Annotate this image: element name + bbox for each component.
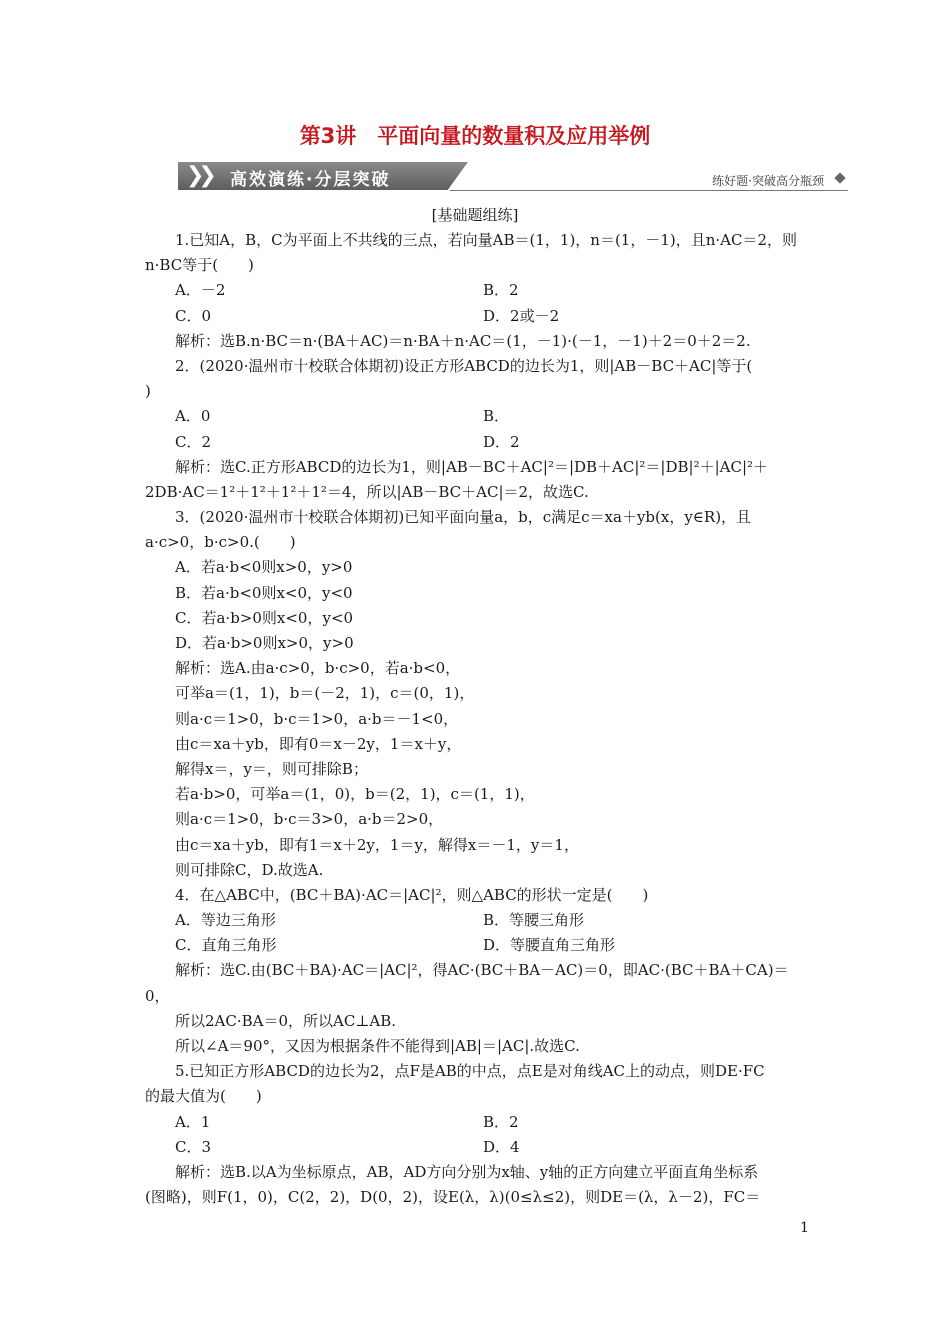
option-row	[145, 908, 813, 933]
text-line: 2DB·AC＝1²＋1²＋1²＋1²＝4，所以|AB－BC＋AC|＝2，故选C.	[145, 482, 589, 501]
answer-option: A．等边三角形	[175, 911, 276, 930]
text-line: C．若a·b>0则x<0，y<0	[175, 608, 354, 627]
text-line: 解得x＝，y＝，则可排除B；	[175, 759, 368, 778]
text-line: 3．(2020·温州市十校联合体期初)已知平面向量a，b，c满足c＝xa＋yb(x，y∈R)，且	[175, 508, 752, 527]
answer-option: B．	[483, 407, 510, 426]
diamond-icon	[834, 172, 845, 183]
option-row	[145, 278, 813, 303]
text-line: 2．(2020·温州市十校联合体期初)设正方形ABCD的边长为1，则|AB－BC＋AC|等于(	[175, 356, 753, 375]
answer-option: A．1	[175, 1112, 211, 1131]
option-row	[145, 1110, 813, 1135]
answer-option: D．2或－2	[483, 306, 560, 325]
text-line: 则可排除C，D.故选A.	[175, 860, 324, 879]
option-row	[145, 933, 813, 958]
answer-option: C．0	[175, 306, 212, 325]
banner-divider	[450, 190, 848, 191]
exercise-content	[145, 228, 813, 1210]
text-line: 0，	[145, 986, 170, 1005]
answer-option: C．2	[175, 432, 212, 451]
text-line: 解析：选B.以A为坐标原点，AB，AD方向分别为x轴、y轴的正方向建立平面直角坐标系	[175, 1162, 759, 1181]
text-line: n·BC等于( )	[145, 256, 254, 275]
text-line: B．若a·b<0则x<0，y<0	[175, 583, 353, 602]
text-line: 可举a＝(1，1)，b＝(－2，1)，c＝(0，1)，	[175, 684, 475, 703]
text-line: 1.已知A，B，C为平面上不共线的三点，若向量AB＝(1，1)，n＝(1，－1)，且n·AC＝2，则	[175, 231, 798, 249]
answer-option: D．2	[483, 432, 520, 451]
text-line: 的最大值为( )	[145, 1087, 262, 1106]
banner-title: 高效演练·分层突破	[230, 170, 391, 190]
option-row	[145, 404, 813, 429]
text-line: 所以∠A＝90°，又因为根据条件不能得到|AB|＝|AC|.故选C.	[175, 1037, 580, 1055]
text-line: A．若a·b<0则x>0，y>0	[175, 558, 353, 577]
text-line: (图略)，则F(1，0)，C(2，2)，D(0，2)，设E(λ，λ)(0≤λ≤2)，则DE＝(λ，λ－2)，FC＝	[145, 1188, 761, 1207]
text-line: 5.已知正方形ABCD的边长为2，点F是AB的中点，点E是对角线AC上的动点，则DE·FC	[175, 1062, 765, 1081]
text-line: 则a·c＝1>0，b·c＝3>0，a·b＝2>0，	[175, 810, 444, 829]
text-line: 解析：选C.由(BC＋BA)·AC＝|AC|²，得AC·(BC＋BA－AC)＝0，即AC·(BC＋BA＋CA)＝	[175, 961, 789, 980]
text-line: 解析：选C.正方形ABCD的边长为1，则|AB－BC＋AC|²＝|DB＋AC|²＝|DB|²＋|AC|²＋	[175, 457, 769, 476]
banner-subtitle: 练好题·突破高分瓶颈	[712, 174, 824, 188]
answer-option: A．0	[175, 407, 211, 426]
answer-option: A．－2	[175, 281, 226, 300]
text-line: 所以2AC·BA＝0，所以AC⊥AB.	[175, 1011, 397, 1030]
page-title: 第3讲 平面向量的数量积及应用举例	[299, 124, 651, 148]
answer-option: D．等腰直角三角形	[483, 936, 616, 955]
text-line: 解析：选A.由a·c>0，b·c>0，若a·b<0，	[175, 659, 461, 678]
answer-option: B．2	[483, 281, 519, 300]
option-row	[145, 1135, 813, 1160]
text-line: 由c＝xa＋yb，即有0＝x－2y，1＝x＋y，	[175, 734, 462, 753]
answer-option: D．4	[483, 1137, 520, 1156]
text-line: 若a·b>0，可举a＝(1，0)，b＝(2，1)，c＝(1，1)，	[175, 785, 535, 804]
page-number: 1	[800, 1220, 809, 1236]
text-line: 4．在△ABC中，(BC＋BA)·AC＝|AC|²，则△ABC的形状一定是( )	[175, 885, 649, 904]
text-line: a·c>0，b·c>0.( )	[145, 533, 296, 552]
text-line: 由c＝xa＋yb，即有1＝x＋2y，1＝y，解得x＝－1，y＝1，	[175, 835, 579, 854]
text-line: 则a·c＝1>0，b·c＝1>0，a·b＝－1<0，	[175, 709, 459, 728]
answer-option: C．直角三角形	[175, 936, 277, 955]
answer-option: B．2	[483, 1112, 519, 1131]
double-chevron-icon: ❯❯	[186, 163, 211, 188]
section-title: [基础题组练]	[431, 206, 519, 224]
text-line: D．若a·b>0则x>0，y>0	[175, 634, 354, 652]
section-banner	[178, 160, 850, 192]
answer-option: C．3	[175, 1137, 212, 1156]
option-row	[145, 430, 813, 455]
text-line: 解析：选B.n·BC＝n·(BA＋AC)＝n·BA＋n·AC＝(1，－1)·(－1，－1)＋2＝0＋2＝2.	[175, 331, 751, 350]
answer-option: B．等腰三角形	[483, 911, 585, 930]
option-row	[145, 304, 813, 329]
text-line: )	[145, 382, 151, 401]
